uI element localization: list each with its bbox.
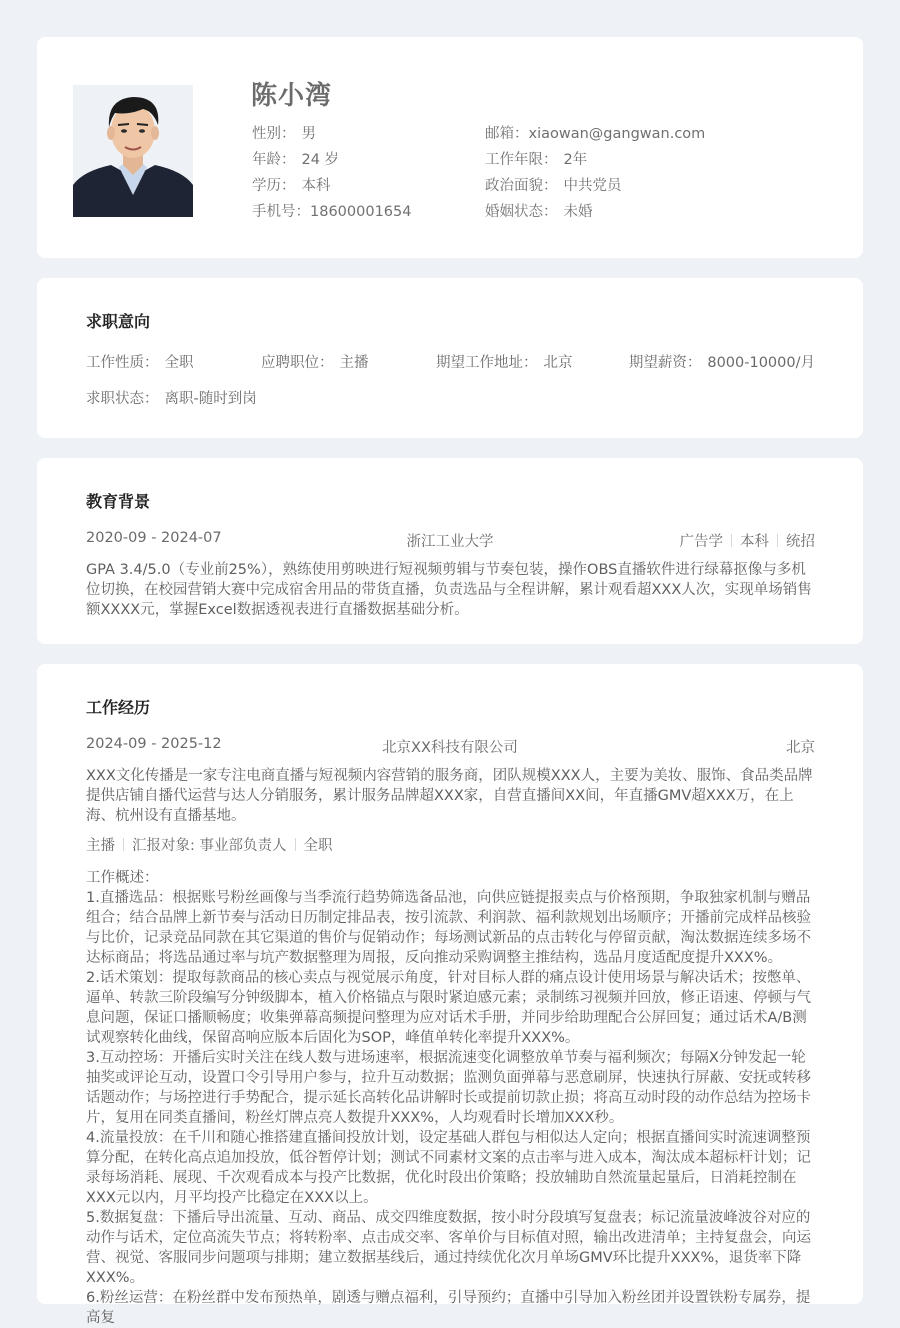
overview-item: 2.话术策划：提取每款商品的核心卖点与视觉展示角度，针对目标人群的痛点设计使用场景与解决话术；按憋单、逼单、转款三阶段编写分钟级脚本，植入价格锚点与限时紧迫感元素；录制练习视频并回放，修正语速、停顿与气息问题，保证口播顺畅度；收集弹幕高频提问整理为应对话术手册，并同步给助理配合公屏回复；通过话术A/B测试观察转化曲线，保留高响应版本后固化为SOP，峰值单转化率提升XXX%。 xyxy=(86,970,811,1046)
position-row xyxy=(261,351,369,372)
work-years-label: 工作年限： xyxy=(485,152,558,168)
work-years-value: 2年 xyxy=(563,152,588,168)
overview-item: 5.数据复盘：下播后导出流量、互动、商品、成交四维度数据，按小时分段填写复盘表；标记流量波峰波谷对应的动作与话术，定位高流失节点；将转粉率、点击成交率、客单价与目标值对照，输出改进清单；主持复盘会，向运营、视觉、客服同步问题项与排期；建立数据基线后，通过持续优化次月单场GMV环比提升XXX%，退货率下降XXX%。 xyxy=(86,1210,811,1286)
education-label: 学历： xyxy=(252,178,296,194)
work-years-row xyxy=(485,148,587,169)
marital-row xyxy=(485,200,593,221)
gender-value: 男 xyxy=(301,126,316,142)
intention-card xyxy=(37,278,863,438)
work-report-to: 汇报对象: 事业部负责人 xyxy=(132,838,287,854)
email-row xyxy=(485,122,705,143)
work-city: 北京 xyxy=(786,740,815,756)
profile-card xyxy=(37,37,863,258)
overview-item: 3.互动控场：开播后实时关注在线人数与进场速率，根据流速变化调整放单节奏与福利频次；每隔X分钟发起一轮抽奖或评论互动，设置口令引导用户参与，拉升互动数据；监测负面弹幕与恶意刷屏，快速执行屏蔽、安抚或转移话题动作；与场控进行手势配合，提示延长高转化品讲解时长或提前切款止损；将高互动时段的动作总结为控场卡片，复用在同类直播间，粉丝灯牌点亮人数提升XXX%，人均观看时长增加XXX秒。 xyxy=(86,1050,811,1126)
job-type-label: 工作性质： xyxy=(86,355,159,371)
phone-label: 手机号： xyxy=(252,204,310,220)
location-value: 北京 xyxy=(543,355,573,371)
intention-title: 求职意向 xyxy=(86,312,151,331)
divider xyxy=(123,838,124,851)
work-title: 工作经历 xyxy=(86,698,151,717)
overview-item: 1.直播选品：根据账号粉丝画像与当季流行趋势筛选备品池，向供应链提报卖点与价格预期，争取独家机制与赠品组合；结合品牌上新节奏与活动日历制定排品表，按引流款、利润款、福利款规划出场顺序；开播前完成样品核验与比价，记录竞品同款在其它渠道的售价与促销动作；每场测试新品的点击转化与停留贡献，淘汰数据连续多场不达标商品；将选品通过率与坑产数据整理为周报，反向推动采购调整主推结构，选品月度适配度提升XXX%。 xyxy=(86,890,811,966)
education-title: 教育背景 xyxy=(86,492,151,511)
overview-label: 工作概述： xyxy=(86,870,159,886)
education-tags xyxy=(680,530,816,551)
work-role: 主播 xyxy=(86,838,115,854)
education-school: 浙江工业大学 xyxy=(406,534,494,550)
status-label: 求职状态： xyxy=(86,391,159,407)
avatar-photo xyxy=(73,85,193,217)
company-intro: XXX文化传播是一家专注电商直播与短视频内容营销的服务商，团队规模XXX人，主要为美妆、服饰、食品类品牌提供店铺自播代运营与达人分销服务，累计服务品牌超XXX家，自营直播间XX间，年直播GMV超XXX万，在上海、杭州设有直播基地。 xyxy=(86,768,813,824)
work-tags xyxy=(86,834,333,855)
email-label: 邮箱： xyxy=(485,126,529,142)
education-period: 2020-09 - 2024-07 xyxy=(86,530,222,546)
salary-value: 8000-10000/月 xyxy=(707,355,815,371)
salary-label: 期望薪资： xyxy=(628,355,702,371)
work-company: 北京XX科技有限公司 xyxy=(382,740,518,756)
age-row xyxy=(252,148,339,169)
work-period: 2024-09 - 2025-12 xyxy=(86,736,222,752)
phone-value: 18600001654 xyxy=(310,204,412,220)
status-row xyxy=(86,387,257,408)
age-value: 24 岁 xyxy=(301,152,340,168)
location-row xyxy=(436,351,573,372)
gender-label: 性别： xyxy=(252,126,296,142)
job-type-value: 全职 xyxy=(164,355,194,371)
education-card xyxy=(37,458,863,644)
gender-row xyxy=(252,122,316,143)
status-value: 离职-随时到岗 xyxy=(164,391,257,407)
overview-item: 4.流量投放：在千川和随心推搭建直播间投放计划，设定基础人群包与相似达人定向；根据直播间实时流速调整预算分配，在转化高点追加投放，低谷暂停计划；测试不同素材文案的点击率与进入成本，淘汰成本超标杆计划；记录每场消耗、展现、千次观看成本与投产比数据，优化时段出价策略；投放辅助自然流量起量后，日消耗控制在XXX元以内，月平均投产比稳定在XXX以上。 xyxy=(86,1130,811,1206)
education-row xyxy=(252,174,331,195)
divider xyxy=(777,534,778,547)
politics-value: 中共党员 xyxy=(563,178,622,194)
divider xyxy=(731,534,732,547)
phone-row xyxy=(252,200,411,221)
education-major: 广告学 xyxy=(679,534,723,550)
email-value: xiaowan@gangwan.com xyxy=(528,126,706,142)
politics-row xyxy=(485,174,622,195)
politics-label: 政治面貌： xyxy=(485,178,558,194)
marital-value: 未婚 xyxy=(563,204,593,220)
education-enrollment: 统招 xyxy=(786,534,815,550)
divider xyxy=(295,838,296,851)
education-degree: 本科 xyxy=(740,534,769,550)
work-card xyxy=(37,664,863,1326)
job-type-row xyxy=(86,351,194,372)
age-label: 年龄： xyxy=(252,152,296,168)
location-label: 期望工作地址： xyxy=(436,355,538,371)
position-label: 应聘职位： xyxy=(261,355,334,371)
position-value: 主播 xyxy=(339,355,369,371)
avatar-image xyxy=(73,85,193,217)
salary-row xyxy=(629,351,815,372)
work-overview xyxy=(86,868,816,1328)
education-value: 本科 xyxy=(301,178,331,194)
marital-label: 婚姻状态： xyxy=(485,204,558,220)
work-employment-type: 全职 xyxy=(303,838,333,854)
overview-item: 6.粉丝运营：在粉丝群中发布预热单，剧透与赠点福利，引导预约；直播中引导加入粉丝团并设置铁粉专属券，提高复 xyxy=(86,1290,811,1326)
education-description: GPA 3.4/5.0（专业前25%），熟练使用剪映进行短视频剪辑与节奏包装，操作OBS直播软件进行绿幕抠像与多机位切换，在校园营销大赛中完成宿舍用品的带货直播，负责选品与全程讲解，累计观看超XXX人次，实现单场销售额XXXX元，掌握Excel数据透视表进行直播数据基础分析。 xyxy=(86,562,812,618)
candidate-name: 陈小湾 xyxy=(251,81,333,111)
